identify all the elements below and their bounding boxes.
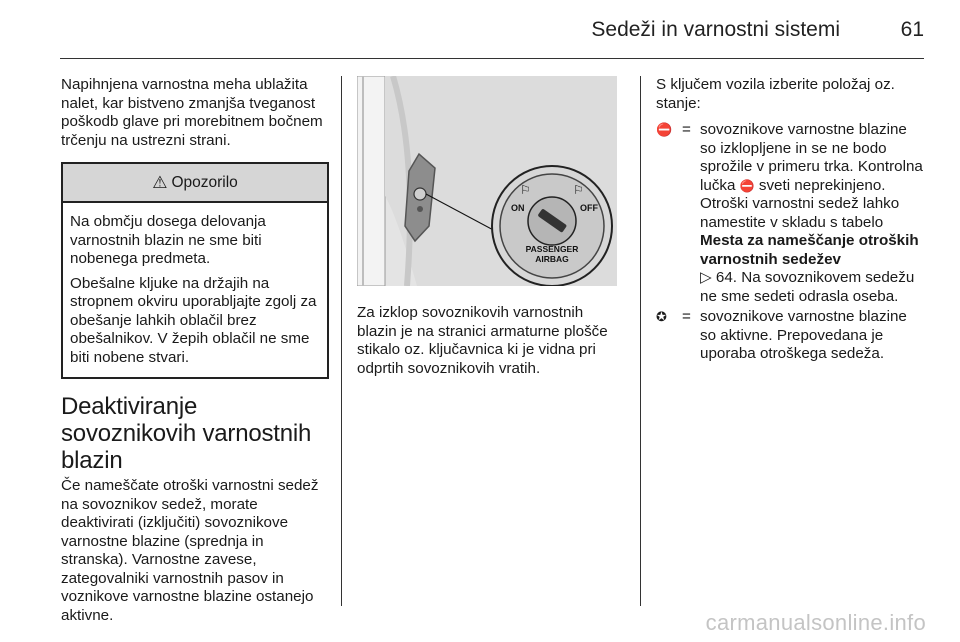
warning-title: Opozorilo [171,173,238,191]
warning-box [61,162,329,379]
airbag-off-icon: ⛔ [739,178,755,193]
column-left [61,76,329,625]
column-middle [357,76,627,378]
definition-text-part: ▷ 64. Na sovoznikovem sedežu ne sme sedeti odrasla oseba. [700,269,915,305]
definition-text-part: sovoznikove varnostne blazine so izklopljene in se ne bodo sprožile v primeru trka. Kontrolna lučka [700,121,923,194]
column-divider [640,76,641,606]
switch-off-label: OFF [580,203,598,213]
definition-text-part: sveti neprekinjeno. Otroški varnostni sedež lahko namestite v skladu s tabelo [700,176,900,231]
definition-text: sovoznikove varnostne blazine so aktivne. Prepovedana je uporaba otroškega sedeža. [700,308,907,362]
section-heading: Deaktiviranje sovoznikovih varnostnih blazin [61,393,312,474]
definition-equals: = [682,121,691,138]
svg-text:⚐: ⚐ [520,183,531,197]
figure-caption: Za izklop sovoznikovih varnostnih blazin je na stranici armaturne plošče stikalo oz. ključavnica ki je vidna pri odprtih sovoznikovih vratih. [357,304,608,377]
airbag-off-icon: ⛔ [656,122,673,137]
intro-paragraph: Napihnjena varnostna meha ublažita nalet, kar bistveno zmanjša tveganost poškodb glave pri morebitnem bočnem trčenju na ustrezni strani. [61,76,323,149]
warning-body [63,203,327,377]
svg-text:⚐: ⚐ [573,183,584,197]
warning-triangle-icon: ⚠ [152,173,168,192]
airbag-switch-illustration [357,76,617,286]
definition-equals: = [682,308,691,325]
body-paragraph: Če nameščate otroški varnostni sedež na sovoznikov sedež, morate deaktivirati (izključiti) sovoznikove varnostne blazine (sprednja in stranska). Varnostne zavese, zategovalniki varnostnih pasov in voznikove varnostne blazine ostanejo aktivne. [61,477,319,624]
airbag-on-icon: ✪ [656,309,667,324]
page-number: 61 [900,18,924,41]
switch-label-line2: AIRBAG [535,254,569,264]
warning-paragraph: Obešalne kljuke na držajih na stropnem okviru uporabljajte zgolj za obešanje lahkih oblačil brez obešalnikov. V žepih oblačil ne sme biti nobene stvari. [70,274,317,366]
header-rule [60,58,924,59]
definition-item [656,121,926,306]
warning-header [63,164,327,203]
warning-paragraph: Na obmčju dosega delovanja varnostnih blazin ne sme biti nobenega predmeta. [70,213,266,267]
table-reference: Mesta za nameščanje otroških varnostnih sedežev [700,232,919,268]
definition-text [700,121,926,306]
column-right [656,76,926,364]
page-header-title: Sedeži in varnostni sistemi [591,18,840,41]
intro-paragraph: S ključem vozila izberite položaj oz. stanje: [656,76,895,112]
definition-item [656,308,926,364]
column-divider [341,76,342,606]
switch-label-line1: PASSENGER [525,244,579,254]
switch-on-label: ON [511,203,525,213]
watermark: carmanualsonline.info [705,610,926,635]
airbag-switch-figure [357,76,617,286]
